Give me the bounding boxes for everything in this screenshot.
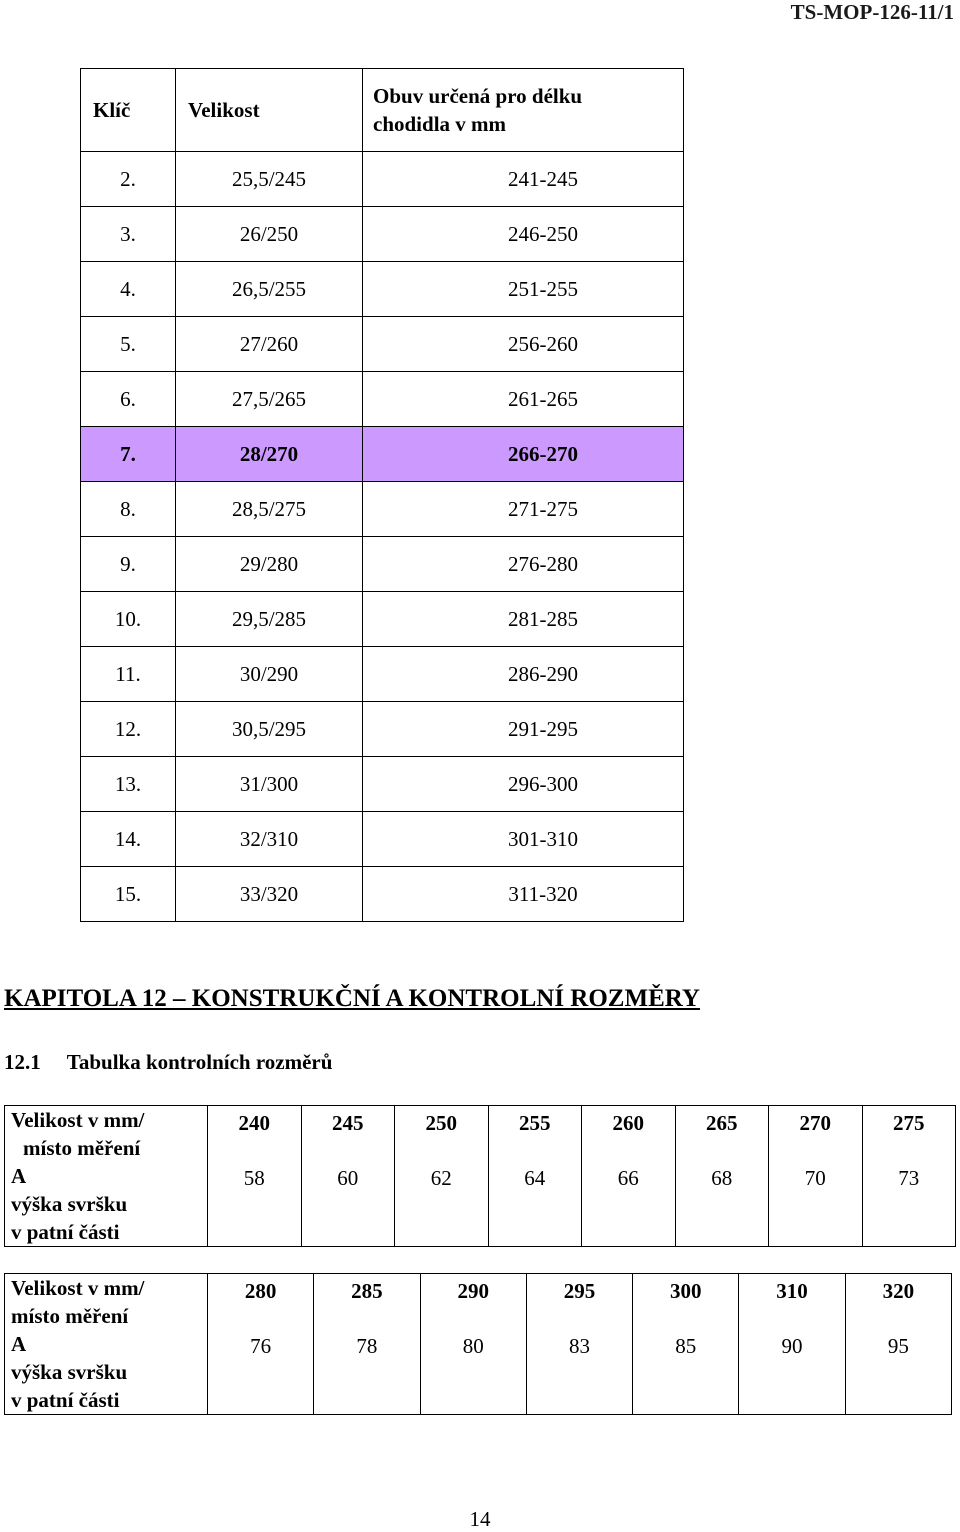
header-size: Velikost bbox=[176, 69, 363, 152]
heel-height-value: 80 bbox=[462, 1334, 484, 1358]
cell-length-range: 266-270 bbox=[363, 427, 684, 482]
size-table-row bbox=[81, 592, 684, 647]
heel-height-value: 66 bbox=[617, 1166, 639, 1190]
size-value: 245 bbox=[332, 1111, 364, 1135]
cell-key: 15. bbox=[81, 867, 176, 922]
cell-size: 30/290 bbox=[176, 647, 363, 702]
size-value: 250 bbox=[425, 1111, 457, 1135]
cell-key: 12. bbox=[81, 702, 176, 757]
size-value: 285 bbox=[351, 1279, 383, 1303]
heel-height-value: 78 bbox=[356, 1334, 378, 1358]
measurement-cell bbox=[488, 1106, 582, 1247]
size-table-row bbox=[81, 812, 684, 867]
size-table-row bbox=[81, 152, 684, 207]
measurement-label-line: místo měření bbox=[23, 1136, 141, 1160]
cell-size: 29,5/285 bbox=[176, 592, 363, 647]
page-number: 14 bbox=[469, 1507, 491, 1531]
measurement-label-line: výška svršku bbox=[11, 1192, 128, 1216]
cell-length-range: 286-290 bbox=[363, 647, 684, 702]
cell-size: 32/310 bbox=[176, 812, 363, 867]
cell-size: 28/270 bbox=[176, 427, 363, 482]
cell-key: 9. bbox=[81, 537, 176, 592]
cell-key: 2. bbox=[81, 152, 176, 207]
measurement-cell bbox=[208, 1274, 314, 1415]
shoe-size-table bbox=[80, 68, 684, 922]
measurement-cell bbox=[301, 1106, 395, 1247]
header-foot-length-line1: Obuv určená pro délku bbox=[373, 84, 583, 108]
measurement-cell bbox=[314, 1274, 420, 1415]
header-foot-length bbox=[363, 69, 684, 152]
measurement-cell bbox=[769, 1106, 863, 1247]
heel-height-value: 68 bbox=[711, 1166, 733, 1190]
cell-size: 25,5/245 bbox=[176, 152, 363, 207]
section-number: 12.1 bbox=[4, 1050, 41, 1074]
cell-key: 14. bbox=[81, 812, 176, 867]
cell-size: 26/250 bbox=[176, 207, 363, 262]
cell-length-range: 311-320 bbox=[363, 867, 684, 922]
heel-height-value: 58 bbox=[243, 1166, 265, 1190]
cell-key: 8. bbox=[81, 482, 176, 537]
measurement-cell bbox=[420, 1274, 526, 1415]
cell-length-range: 241-245 bbox=[363, 152, 684, 207]
cell-key: 5. bbox=[81, 317, 176, 372]
header-foot-length-line2: chodidla v mm bbox=[373, 112, 507, 136]
cell-length-range: 271-275 bbox=[363, 482, 684, 537]
size-value: 265 bbox=[706, 1111, 738, 1135]
heel-height-value: 60 bbox=[337, 1166, 359, 1190]
size-value: 260 bbox=[612, 1111, 644, 1135]
cell-size: 31/300 bbox=[176, 757, 363, 812]
measurement-label-line: Velikost v mm/ bbox=[11, 1108, 145, 1132]
measurement-table-2 bbox=[4, 1273, 952, 1415]
cell-length-range: 281-285 bbox=[363, 592, 684, 647]
section-heading bbox=[4, 1050, 332, 1075]
measurement-cell bbox=[862, 1106, 956, 1247]
size-table-row bbox=[81, 427, 684, 482]
measurement-label bbox=[5, 1274, 208, 1415]
size-table-row bbox=[81, 372, 684, 427]
measurement-cell bbox=[633, 1274, 739, 1415]
size-table-row bbox=[81, 647, 684, 702]
measurement-label-line: v patní části bbox=[11, 1388, 120, 1412]
measurement-cell bbox=[208, 1106, 302, 1247]
size-value: 295 bbox=[563, 1279, 596, 1303]
heel-height-value: 85 bbox=[675, 1334, 697, 1358]
header-key: Klíč bbox=[81, 69, 176, 152]
cell-key: 4. bbox=[81, 262, 176, 317]
heel-height-value: 90 bbox=[781, 1334, 803, 1358]
cell-length-range: 276-280 bbox=[363, 537, 684, 592]
cell-length-range: 301-310 bbox=[363, 812, 684, 867]
measurement-cell bbox=[739, 1274, 845, 1415]
measurement-cell bbox=[395, 1106, 489, 1247]
heel-height-value: 64 bbox=[524, 1166, 546, 1190]
measurement-label-line: výška svršku bbox=[11, 1360, 128, 1384]
measurement-label bbox=[5, 1106, 208, 1247]
measurement-label-line: Velikost v mm/ bbox=[11, 1276, 145, 1300]
measurement-label-line: v patní části bbox=[11, 1220, 120, 1244]
size-table-row bbox=[81, 317, 684, 372]
section-title: Tabulka kontrolních rozměrů bbox=[66, 1050, 333, 1074]
cell-size: 26,5/255 bbox=[176, 262, 363, 317]
cell-size: 27/260 bbox=[176, 317, 363, 372]
size-table-row bbox=[81, 702, 684, 757]
cell-key: 3. bbox=[81, 207, 176, 262]
size-table-header-row bbox=[81, 69, 684, 152]
size-table-row bbox=[81, 867, 684, 922]
size-value: 300 bbox=[670, 1279, 702, 1303]
measurement-table-1 bbox=[4, 1105, 956, 1247]
heel-height-value: 95 bbox=[887, 1334, 909, 1358]
measurement-row bbox=[5, 1274, 952, 1415]
cell-length-range: 261-265 bbox=[363, 372, 684, 427]
measurement-label-line: A bbox=[11, 1164, 27, 1188]
measurement-row bbox=[5, 1106, 956, 1247]
size-value: 290 bbox=[457, 1279, 489, 1303]
heel-height-value: 76 bbox=[250, 1334, 272, 1358]
size-table-row bbox=[81, 207, 684, 262]
cell-size: 27,5/265 bbox=[176, 372, 363, 427]
size-value: 320 bbox=[882, 1279, 915, 1303]
size-table-row bbox=[81, 537, 684, 592]
size-value: 310 bbox=[776, 1279, 808, 1303]
cell-key: 11. bbox=[81, 647, 176, 702]
measurement-label-line: místo měření bbox=[11, 1304, 129, 1328]
document-code: TS-MOP-126-11/1 bbox=[790, 0, 954, 24]
cell-size: 29/280 bbox=[176, 537, 363, 592]
measurement-label-line: A bbox=[11, 1332, 27, 1356]
cell-key: 6. bbox=[81, 372, 176, 427]
chapter-title: KAPITOLA 12 – KONSTRUKČNÍ A KONTROLNÍ ROZMĚRY bbox=[4, 985, 700, 1012]
size-value: 280 bbox=[244, 1279, 277, 1303]
size-value: 275 bbox=[893, 1111, 925, 1135]
size-table-row bbox=[81, 262, 684, 317]
cell-key: 10. bbox=[81, 592, 176, 647]
size-table-row bbox=[81, 482, 684, 537]
cell-key: 13. bbox=[81, 757, 176, 812]
measurement-cell bbox=[582, 1106, 676, 1247]
measurement-cell bbox=[526, 1274, 632, 1415]
size-value: 270 bbox=[799, 1111, 831, 1135]
cell-size: 28,5/275 bbox=[176, 482, 363, 537]
heel-height-value: 62 bbox=[430, 1166, 452, 1190]
cell-length-range: 291-295 bbox=[363, 702, 684, 757]
heel-height-value: 83 bbox=[568, 1334, 590, 1358]
measurement-cell bbox=[675, 1106, 769, 1247]
cell-key: 7. bbox=[81, 427, 176, 482]
size-value: 255 bbox=[519, 1111, 551, 1135]
cell-length-range: 256-260 bbox=[363, 317, 684, 372]
cell-size: 33/320 bbox=[176, 867, 363, 922]
heel-height-value: 73 bbox=[898, 1166, 920, 1190]
cell-length-range: 246-250 bbox=[363, 207, 684, 262]
cell-length-range: 296-300 bbox=[363, 757, 684, 812]
heel-height-value: 70 bbox=[804, 1166, 826, 1190]
size-table-row bbox=[81, 757, 684, 812]
size-value: 240 bbox=[238, 1111, 270, 1135]
cell-length-range: 251-255 bbox=[363, 262, 684, 317]
measurement-cell bbox=[845, 1274, 951, 1415]
cell-size: 30,5/295 bbox=[176, 702, 363, 757]
